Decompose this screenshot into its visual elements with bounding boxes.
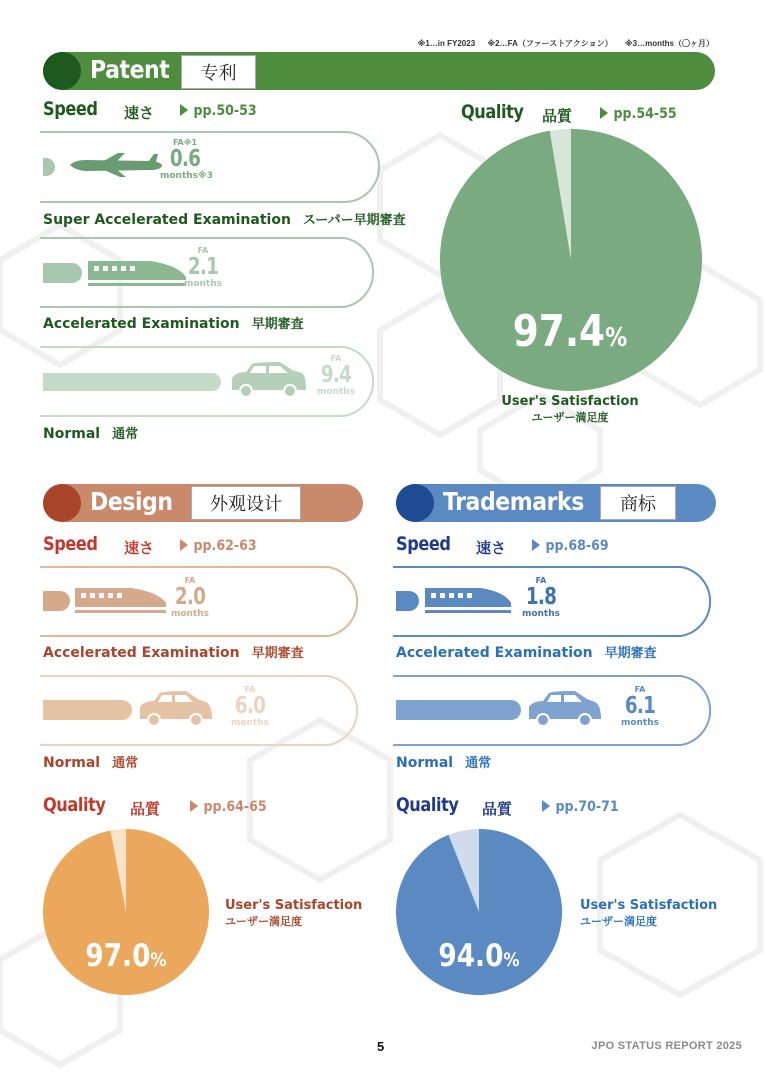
design-quality-heading: Quality [43, 794, 106, 816]
page-number: 5 [377, 1039, 385, 1054]
patent-quality-heading: Quality [461, 101, 524, 123]
bullet-train-icon [75, 588, 166, 613]
design-quality-pages-link[interactable]: pp.64-65 [190, 799, 267, 815]
design-translation: 外观设计 [191, 486, 301, 520]
patent-speed-jp: 速さ [124, 104, 155, 122]
trademarks-header-circle [396, 484, 434, 522]
design-speed-jp: 速さ [124, 539, 155, 557]
trademarks-speed-pages-link[interactable]: pp.68-69 [532, 538, 609, 554]
trademarks-satisfaction-percent: 94.0% [438, 938, 520, 974]
design-title: Design [90, 487, 173, 516]
patent-super-caption: Super Accelerated Examination スーパー早期審査 [43, 212, 406, 228]
design-accel-stat: FA 2.0 months [170, 576, 210, 619]
footnotes [408, 38, 714, 49]
trademarks-title: Trademarks [443, 487, 584, 516]
design-normal-caption: Normal 通常 [43, 755, 139, 771]
bullet-train-icon [88, 261, 186, 286]
note-2: ※2…FA（ファーストアクション） [487, 39, 613, 48]
patent-title: Patent [90, 55, 170, 84]
trademarks-quality-pages-link[interactable]: pp.70-71 [542, 799, 619, 815]
patent-speed-heading: Speed [43, 98, 98, 120]
trademarks-quality-jp: 品質 [482, 800, 513, 818]
play-triangle-icon [190, 800, 198, 812]
patent-accel-caption: Accelerated Examination 早期審査 [43, 316, 304, 332]
patent-super-track [40, 131, 382, 205]
trademarks-speed-heading: Speed [396, 533, 451, 555]
note-3: ※3…months（〇ヶ月） [624, 39, 714, 48]
note-1: ※1…in FY2023 [417, 39, 476, 48]
patent-quality-pages-link[interactable]: pp.54-55 [600, 106, 677, 122]
design-speed-pages-link[interactable]: pp.62-63 [180, 538, 257, 554]
design-normal-stat: FA 6.0 months [230, 685, 270, 728]
bullet-train-icon [425, 588, 511, 613]
trademarks-translation: 商标 [600, 486, 676, 520]
play-triangle-icon [542, 800, 550, 812]
patent-super-stat: FA※1 0.6 months※3 [160, 138, 214, 181]
design-speed-heading: Speed [43, 533, 98, 555]
patent-header-circle [43, 52, 81, 90]
patent-satisfaction-percent: 97.4% [512, 306, 628, 357]
patent-quality-jp: 品質 [542, 107, 573, 125]
play-triangle-icon [180, 539, 188, 551]
trademarks-speed-jp: 速さ [476, 539, 507, 557]
design-normal-track [40, 675, 364, 747]
trademarks-normal-stat: FA 6.1 months [620, 685, 660, 728]
patent-satisfaction-label: User's Satisfaction ユーザー満足度 [501, 394, 639, 424]
patent-speed-pages-link[interactable]: pp.50-53 [180, 103, 257, 119]
trademarks-normal-track [393, 675, 717, 747]
footer-title: JPO STATUS REPORT 2025 [591, 1040, 742, 1052]
play-triangle-icon [180, 104, 188, 116]
design-header-circle [43, 484, 81, 522]
play-triangle-icon [532, 539, 540, 551]
patent-accel-stat: FA 2.1 months [183, 246, 223, 289]
design-satisfaction-percent: 97.0% [85, 938, 167, 974]
play-triangle-icon [600, 107, 608, 119]
patent-normal-caption: Normal 通常 [43, 426, 139, 442]
trademarks-accel-stat: FA 1.8 months [521, 576, 561, 619]
trademarks-normal-caption: Normal 通常 [396, 755, 492, 771]
trademarks-quality-heading: Quality [396, 794, 459, 816]
patent-normal-stat: FA 9.4 months [316, 354, 356, 397]
trademarks-satisfaction-label: User's Satisfaction ユーザー満足度 [580, 898, 718, 928]
trademarks-accel-caption: Accelerated Examination 早期審査 [396, 645, 657, 661]
design-accel-caption: Accelerated Examination 早期審査 [43, 645, 304, 661]
patent-translation: 专利 [181, 55, 256, 89]
airplane-icon [70, 153, 162, 177]
design-satisfaction-label: User's Satisfaction ユーザー満足度 [225, 898, 363, 928]
design-quality-jp: 品質 [130, 800, 161, 818]
